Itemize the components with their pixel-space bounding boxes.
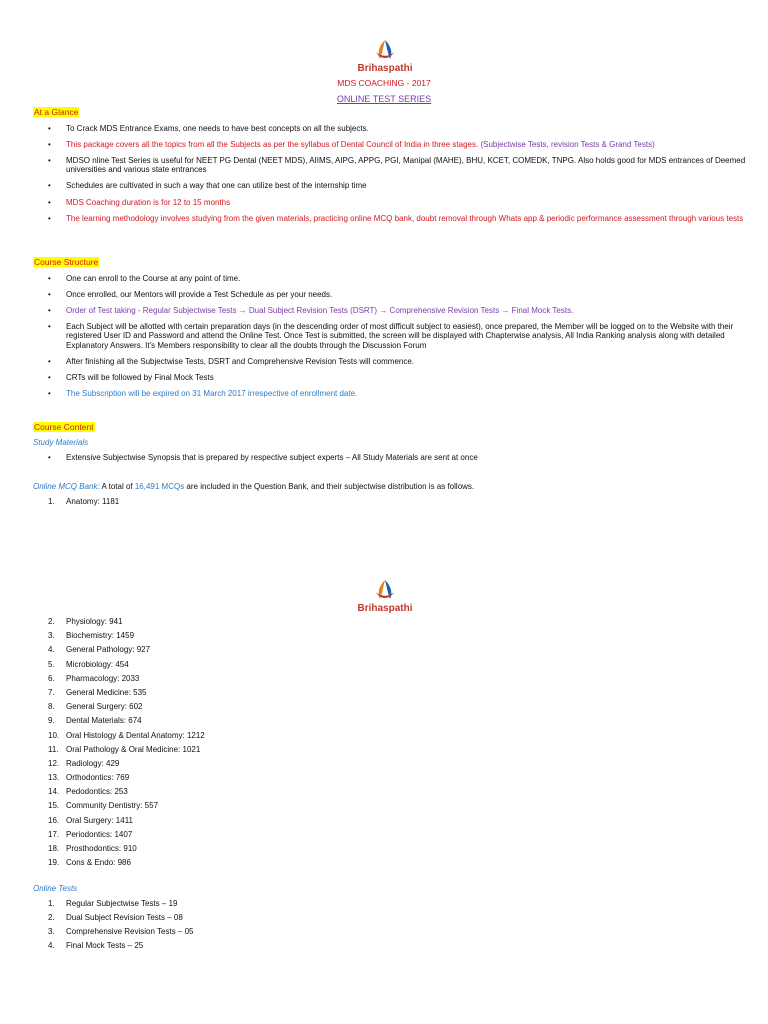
online-tests-title: Online Tests [33, 884, 78, 893]
list-item: • MDS Coaching duration is for 12 to 15 months [33, 198, 766, 208]
subject-item [33, 830, 205, 844]
subject-item [33, 674, 205, 688]
list-number: 16. [48, 815, 60, 825]
list-number: 11. [48, 744, 59, 754]
list-text: Orthodontics: 769 [66, 773, 130, 783]
online-tests-list [33, 899, 193, 956]
list-item: • Order of Test taking - Regular Subjectwise Tests → Dual Subject Revision Tests (DSRT) → Comprehensive Revision Tests → Final Mock Tests. [33, 306, 766, 316]
brand-name: Brihaspathi [357, 603, 413, 614]
list-text: Regular Subjectwise Tests – 19 [66, 898, 178, 908]
list-text: General Pathology: 927 [66, 645, 151, 655]
list-text: Dual Subject Revision Tests – 08 [66, 912, 183, 922]
study-list [33, 453, 766, 463]
test-item [33, 899, 193, 913]
list-text: Oral Surgery: 1411 [66, 815, 133, 825]
subject-item [33, 645, 205, 659]
list-text: General Medicine: 535 [66, 687, 147, 697]
mcq-bank-label: Online MCQ Bank: [33, 482, 100, 491]
list-text: Periodontics: 1407 [66, 829, 133, 839]
list-text: Microbiology: 454 [66, 659, 129, 669]
list-item: • Each Subject will be allotted with certain preparation days (in the descending order of most difficult subject to easiest), once prepared, the Member will be logged on to the Website with their registered User ID and Password and attend the Online Test. Once Test is submitted, the screen will be displayed with Chapterwise analysis, All India Ranking analysis along with detailed Explanatory Answers. It's Members responsibility to clear all the doubts through the Discussion Forum [33, 322, 766, 351]
list-number: 13. [48, 773, 60, 783]
list-number: 1. [48, 898, 55, 908]
mcq-bank-paragraph: Online MCQ Bank: A total of 16,491 MCQs are included in the Question Bank, and their subjectwise distribution is as follows. [33, 482, 475, 491]
subject-item [33, 816, 205, 830]
list-item: 1. Anatomy: 1181 [48, 497, 120, 506]
brand-name: Brihaspathi [357, 63, 413, 74]
list-item: • After finishing all the Subjectwise Tests, DSRT and Comprehensive Revision Tests will commence. [33, 357, 766, 367]
list-text: Physiology: 941 [66, 617, 123, 626]
brihaspathi-logo-icon [370, 38, 400, 62]
list-number: 12. [48, 758, 60, 768]
subject-item [33, 631, 205, 645]
list-text: Biochemistry: 1459 [66, 631, 135, 641]
list-number: 10. [48, 730, 60, 740]
list-number: 2. [48, 617, 55, 626]
list-text: Pedodontics: 253 [66, 787, 128, 797]
study-materials-title: Study Materials [33, 437, 89, 447]
subject-item [33, 745, 205, 759]
list-item: • The learning methodology involves studying from the given materials, practicing online MCQ bank, doubt removal through Whats app & periodic performance assessment through various tests [33, 214, 766, 224]
brand-logo [325, 578, 445, 615]
subject-item [33, 702, 205, 716]
content-section [33, 422, 766, 469]
first-subject-list [33, 497, 119, 511]
subject-item [33, 688, 205, 702]
list-number: 3. [48, 631, 55, 641]
structure-list [33, 274, 766, 399]
series-title: ONLINE TEST SERIES [336, 94, 432, 104]
list-number: 8. [48, 702, 55, 712]
list-number: 7. [48, 687, 55, 697]
list-number: 5. [48, 659, 55, 669]
subject-item [33, 759, 205, 773]
list-number: 6. [48, 673, 55, 683]
mcq-count: 16,491 MCQs [134, 482, 185, 491]
list-number: 19. [48, 858, 60, 868]
content-heading: Course Content [34, 422, 94, 432]
brand-logo [325, 38, 445, 75]
list-item: • The Subscription will be expired on 31 March 2017 irrespective of enrollment date. [33, 389, 766, 399]
list-item: • Extensive Subjectwise Synopsis that is prepared by respective subject experts – All Study Materials are sent at once [33, 453, 766, 463]
subject-item [33, 731, 205, 745]
glance-list [33, 124, 766, 224]
list-item: • MDSO nline Test Series is useful for NEET PG Dental (NEET MDS), AIIMS, AIPG, APPG, PGI, Manipal (MAHE), BHU, KCET, COMEDK, TNPG. Also holds good for MDS entrances of Deemed universities and various state entrances [33, 156, 766, 175]
subject-item [33, 801, 205, 815]
list-number: 17. [48, 829, 60, 839]
list-item: • Schedules are cultivated in such a way that one can utilize best of the internship time [33, 181, 766, 191]
list-number: 3. [48, 926, 55, 936]
list-item: • This package covers all the topics from all the Subjects as per the syllabus of Dental Council of India in three stages. (Subjectwise Tests, revision Tests & Grand Tests) [33, 140, 766, 150]
list-text: Comprehensive Revision Tests – 05 [66, 926, 194, 936]
list-text: Oral Pathology & Oral Medicine: 1021 [66, 744, 201, 754]
list-number: 14. [48, 787, 60, 797]
list-text: Pharmacology: 2033 [66, 673, 140, 683]
list-text: General Surgery: 602 [66, 702, 143, 712]
subject-list [33, 617, 205, 872]
course-title: MDS COACHING - 2017 [337, 78, 431, 88]
subject-items [33, 617, 205, 872]
list-number: 4. [48, 645, 55, 655]
brihaspathi-logo-icon [370, 578, 400, 602]
list-number: 2. [48, 912, 55, 922]
subject-item [33, 844, 205, 858]
glance-heading: At a Glance [34, 107, 79, 117]
subject-item [33, 787, 205, 801]
online-tests-section [33, 884, 193, 955]
list-item: • One can enroll to the Course at any point of time. [33, 274, 766, 284]
list-number: 15. [48, 801, 60, 811]
structure-heading: Course Structure [34, 257, 99, 267]
test-item [33, 927, 193, 941]
subject-item [33, 660, 205, 674]
list-item: • Once enrolled, our Mentors will provide a Test Schedule as per your needs. [33, 290, 766, 300]
subject-item [33, 858, 205, 872]
subject-item [33, 773, 205, 787]
list-number: 9. [48, 716, 55, 726]
list-number: 18. [48, 844, 60, 853]
list-text: Community Dentistry: 557 [66, 801, 159, 811]
subject-item [33, 716, 205, 730]
list-text: Dental Materials: 674 [66, 716, 142, 726]
subject-item [33, 617, 205, 631]
glance-section [33, 107, 766, 230]
test-item [33, 913, 193, 927]
list-text: Radiology: 429 [66, 758, 120, 768]
list-text: Final Mock Tests – 25 [66, 941, 144, 951]
list-text: Cons & Endo: 986 [66, 858, 131, 868]
list-text: Oral Histology & Dental Anatomy: 1212 [66, 730, 205, 740]
list-item: • To Crack MDS Entrance Exams, one needs to have best concepts on all the subjects. [33, 124, 766, 134]
structure-section [33, 257, 766, 405]
list-item: • CRTs will be followed by Final Mock Tests [33, 373, 766, 383]
list-number: 4. [48, 941, 55, 951]
test-item [33, 941, 193, 955]
list-text: Prosthodontics: 910 [66, 844, 137, 853]
